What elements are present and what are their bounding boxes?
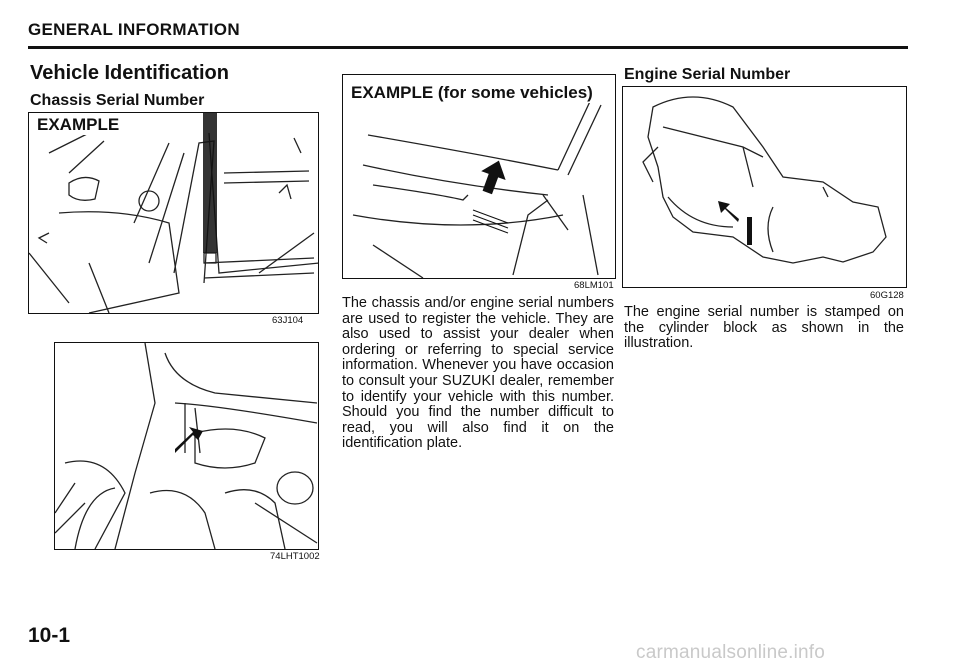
engine-bay-illustration [55, 343, 318, 549]
page-number: 10-1 [28, 624, 71, 647]
cylinder-block-illustration [623, 87, 906, 287]
figure-code: 60G128 [870, 290, 904, 301]
engine-serial-heading: Engine Serial Number [624, 66, 791, 83]
chassis-serial-heading: Chassis Serial Number [30, 92, 205, 109]
watermark: carmanualsonline.info [636, 642, 826, 663]
engine-bay-figure [54, 342, 319, 550]
identification-paragraph: The chassis and/or engine serial numbers are used to register the vehicle. They are also used to assist your dealer when ordering or referring to special service information. Whenever you have occasion to consult your SUZUKI dealer, remember to identify your vehicle with this number. Should you find the number difficult to read, you will also find it on the identification plate. [342, 295, 614, 452]
figure-code: 68LM101 [574, 280, 614, 291]
engine-figure [622, 86, 907, 288]
figure-code: 63J104 [272, 315, 304, 326]
engine-serial-paragraph: The engine serial number is stamped on the cylinder block as shown in the illustration. [624, 304, 904, 352]
door-illustration [29, 113, 318, 313]
chassis-stamp-illustration [343, 75, 615, 278]
section-header: GENERAL INFORMATION [28, 20, 240, 39]
header-rule [28, 46, 908, 49]
figure-code: 74LHT1002 [270, 551, 320, 562]
page-title: Vehicle Identification [30, 62, 229, 84]
figure-label: EXAMPLE [37, 115, 123, 135]
figure-label: EXAMPLE (for some vehicles) [351, 83, 597, 103]
example-figure [342, 74, 616, 279]
door-figure [28, 112, 319, 314]
